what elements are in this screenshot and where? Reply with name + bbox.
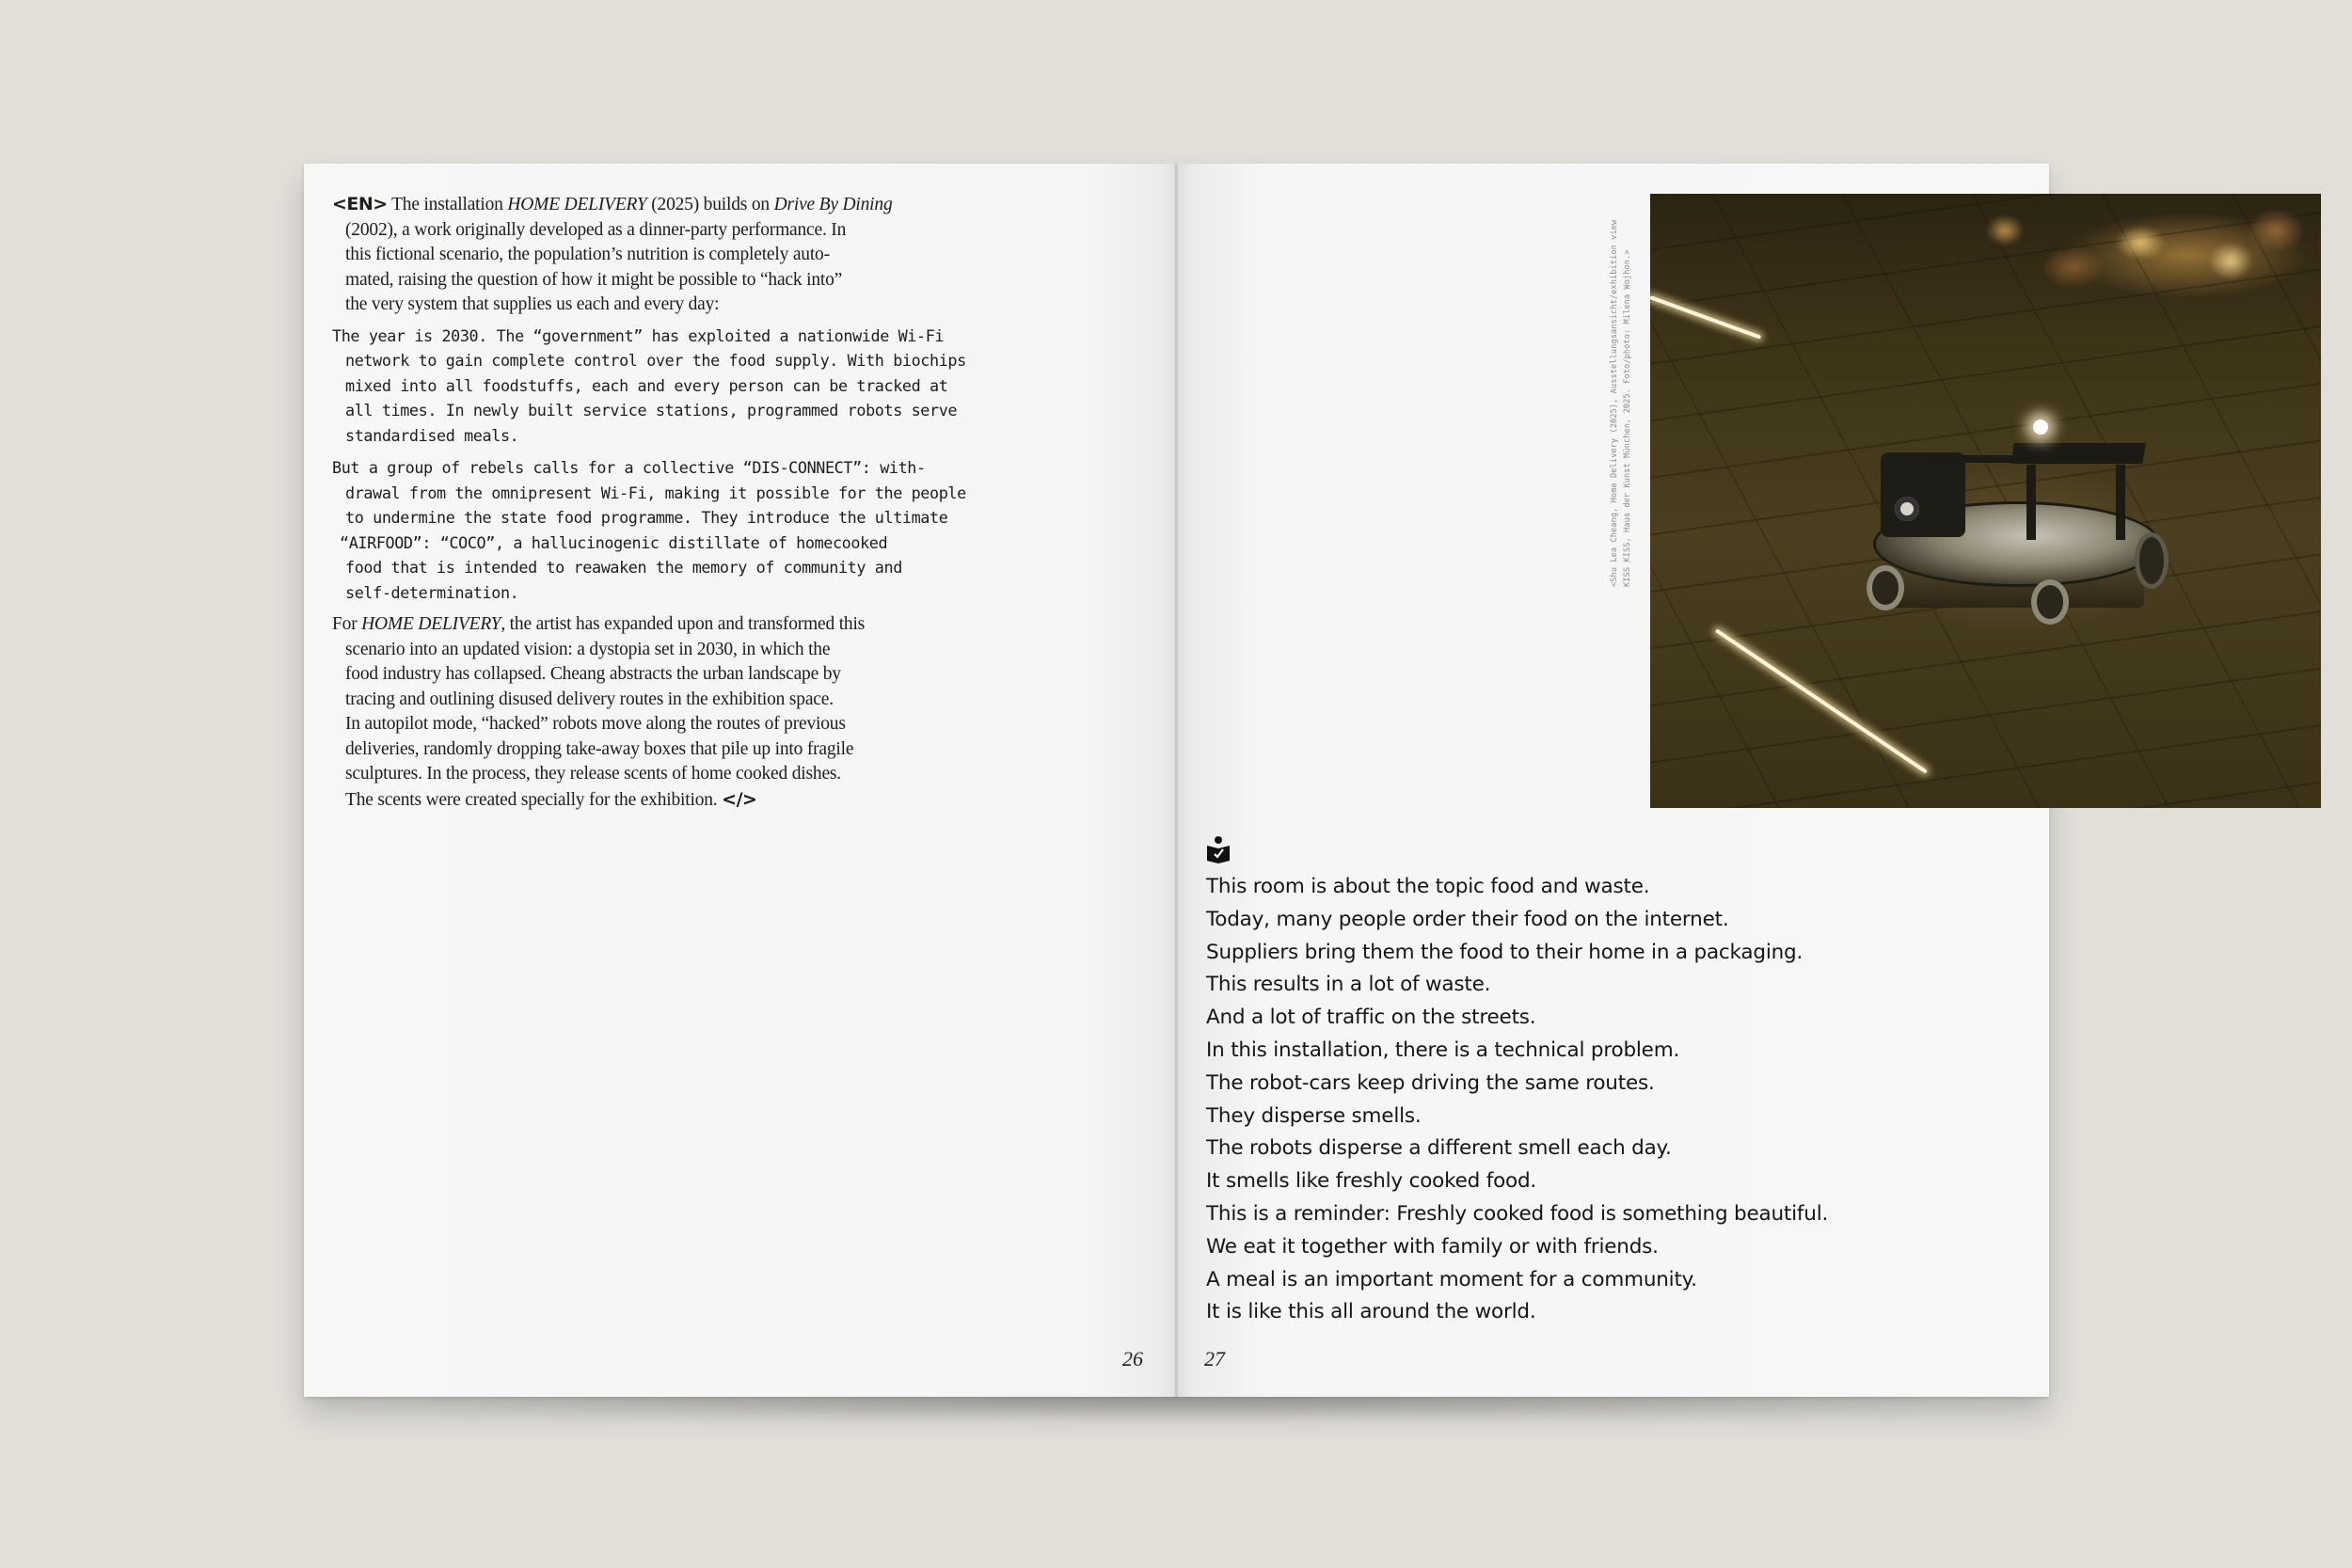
end-tag: </> [722,788,757,810]
page-number-left: 26 [1122,1347,1143,1370]
language-tag: <EN> [332,194,388,214]
book-gutter [1174,164,1178,1397]
earlier-work-title: Drive By Dining [773,195,893,214]
delivery-robot [1862,448,2182,636]
book-spread [304,164,2049,1397]
right-page [1176,164,2049,1397]
exhibition-photo [1650,194,2321,808]
work-title: HOME DELIVERY [361,614,501,634]
closing-paragraph: For HOME DELIVERY, the artist has expanded upon and transformed this scenario into an updated vision: a dystopia set in 2030, in which the food industry has collapsed. Cheang abstracts the urban landscape by tracing and outlining disused delivery routes in the exhibition space. In autopilot mode, “hacked” robots move along the routes of previous deliveries, randomly dropping take-away boxes that pile up into fragile sculptures. In the process, they release scents of home cooked dishes. The scents were created specially for the exhibition. </> [332,614,866,810]
intro-line-1: <EN> The installation HOME DELIVERY (2025) builds on Drive By Dining [332,194,893,214]
scenario-paragraph-2: But a group of rebels calls for a collective “DIS-CONNECT”: with- drawal from the omnipresent Wi-Fi, making it possible for the people to undermine the state food programme. They introduce the ultimate “AIRFOOD”: “COCO”, a hallucinogenic distillate of homecooked food that is intended to reawaken the memory of community and self-determination. [332,458,966,602]
page-number-right: 27 [1204,1347,1225,1370]
photo-caption: <Shu Lea Cheang, Home Delivery (2025), Ausstellungsansicht/exhibition view KISS KISS, Haus der Kunst München, 2025. Foto/photo: Milena Wojhon.> [1610,219,1632,587]
takeaway-boxes-pile [1869,194,2321,316]
scenario-paragraph-1: The year is 2030. The “government” has exploited a nationwide Wi-Fi network to gain complete control over the food supply. With biochips mixed into all foodstuffs, each and every person can be tracked at all times. In newly built service stations, programmed robots serve standardised meals. [332,325,966,445]
english-description [332,192,991,818]
intro-paragraph: <EN> The installation HOME DELIVERY (2025) builds on Drive By Dining (2002), a work originally developed as a dinner-party performance. In this fictional scenario, the population’s nutrition is completely auto- mated, raising the question of how it might be possible to “hack into” the very system that supplies us each and every day: [332,192,991,318]
left-page [304,164,1176,1397]
easy-read-reader-icon [1206,835,1231,863]
work-title: HOME DELIVERY [507,195,647,214]
easy-language-text: This room is about the topic food and waste. Today, many people order their food on the internet. Suppliers bring them the food to their home in a packaging. This results in a lot of waste. And a lot of traffic on the streets. In this installation, there is a technical problem. The robot-cars keep driving the same routes. They disperse smells. The robots disperse a different smell each day. It smells like freshly cooked food. This is a reminder: Freshly cooked food is something beautiful. We eat it together with family or with friends. A meal is an important moment for a community. It is like this all around the world. [1206,875,1829,1324]
